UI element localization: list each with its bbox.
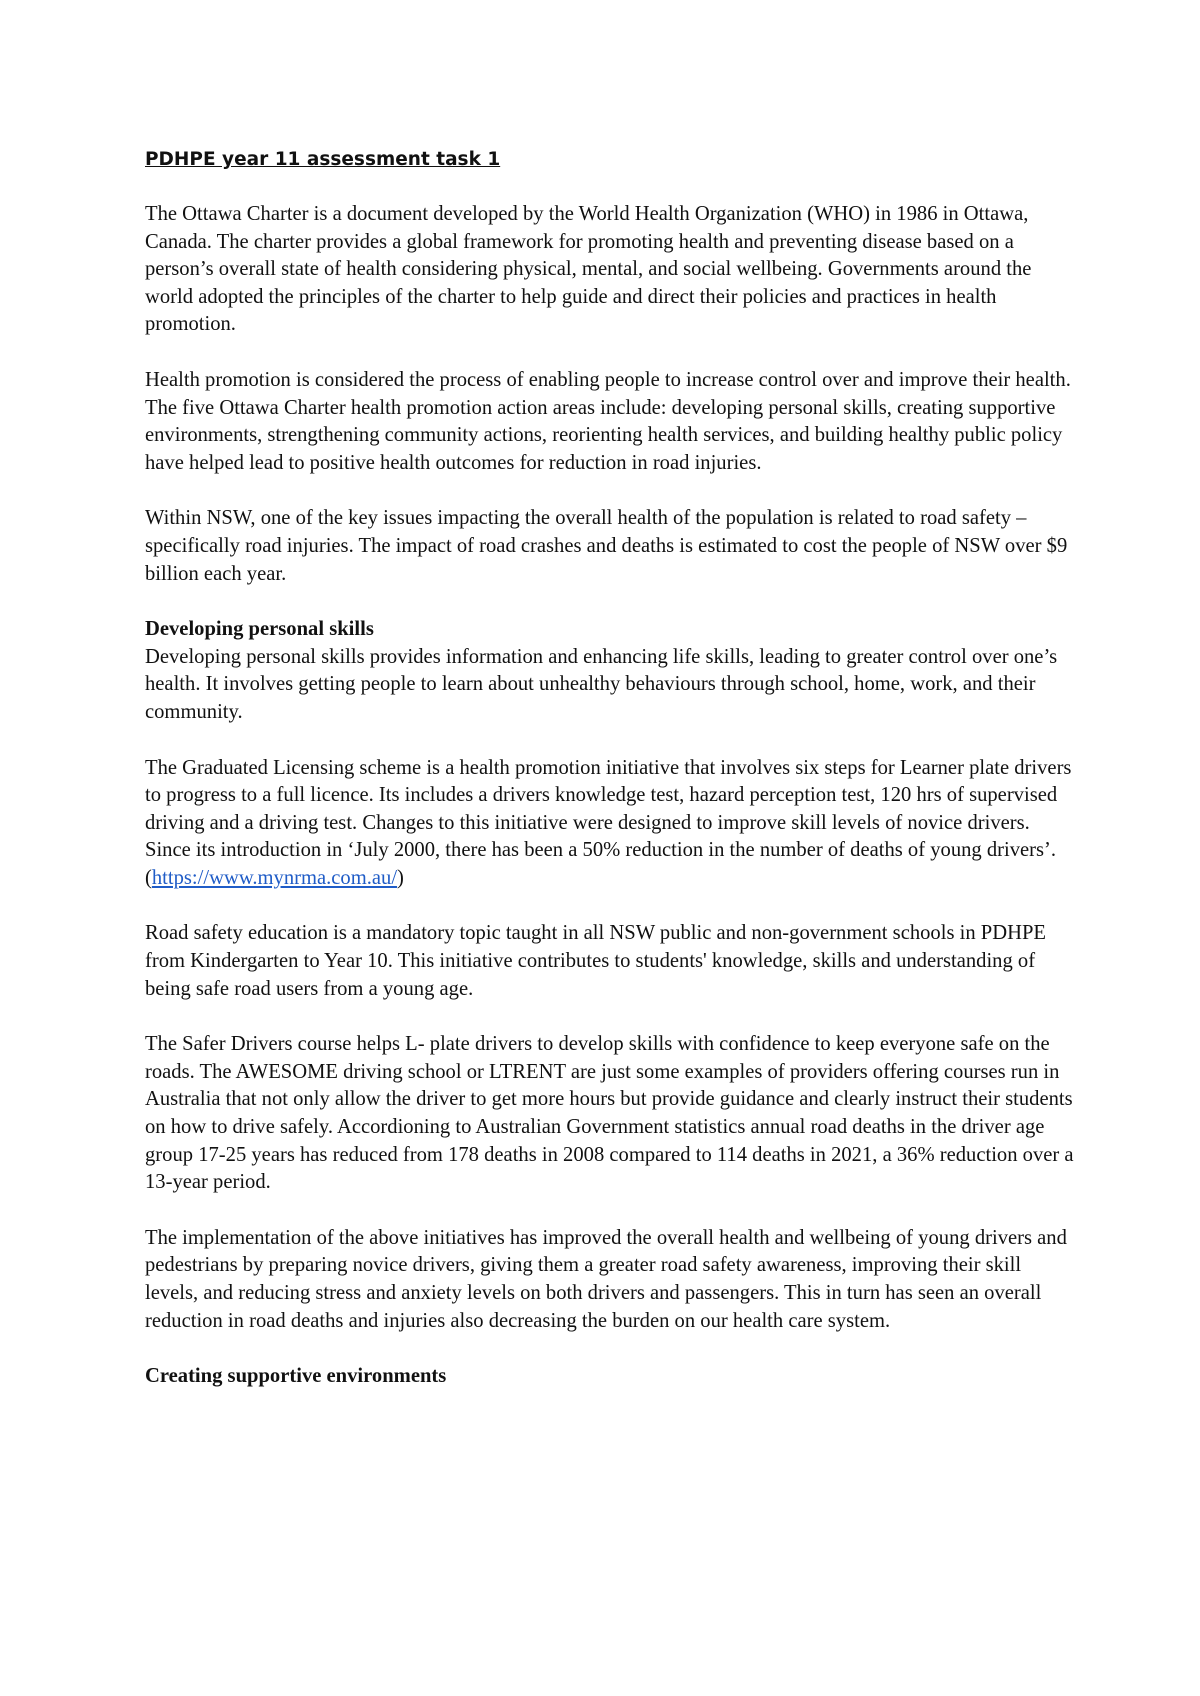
document-title: PDHPE year 11 assessment task 1 xyxy=(145,149,501,170)
section-heading-personal-skills: Developing personal skills xyxy=(145,618,374,641)
implementation-paragraph: The implementation of the above initiatives has improved the overall health and wellbeing of young drivers and pedestrians by preparing novice drivers, giving them a greater road safety awareness, improving their skill levels, and reducing stress and anxiety levels on both drivers and passengers. This in turn has seen an overall reduction in road deaths and injuries also decreasing the burden on our health care system. xyxy=(145,1226,1067,1332)
intro-paragraph-2: Health promotion is considered the process of enabling people to increase control over and improve their health. The five Ottawa Charter health promotion action areas include: developing personal skills, creating supportive environments, strengthening community actions, reorienting health services, and building healthy public policy have helped lead to positive health outcomes for reduction in road injuries. xyxy=(145,368,1071,474)
graduated-licensing-text: The Graduated Licensing scheme is a health promotion initiative that involves six steps for Learner plate drivers to progress to a full licence. Its includes a drivers knowledge test, hazard perception test, 120 hrs of supervised driving and a driving test. Changes to this initiative were designed to improve skill levels of novice drivers. Since its introduction in ‘July 2000, there has been a 50% reduction in the number of deaths of young drivers’. xyxy=(145,756,1072,862)
intro-paragraph-3: Within NSW, one of the key issues impacting the overall health of the population is related to road safety – specifically road injuries. The impact of road crashes and deaths is estimated to cost the people of NSW over $9 billion each year. xyxy=(145,507,1068,585)
document-page xyxy=(145,146,1075,1391)
safer-drivers-paragraph: The Safer Drivers course helps L- plate drivers to develop skills with confidence to keep everyone safe on the roads. The AWESOME driving school or LTRENT are just some examples of providers offering courses run in Australia that not only allow the driver to get more hours but provide guidance and clearly instruct their students on how to drive safely. Accordioning to Australian Government statistics annual road deaths in the driver age group 17-25 years has reduced from 178 deaths in 2008 compared to 114 deaths in 2021, a 36% reduction over a 13-year period. xyxy=(145,1033,1074,1194)
personal-skills-paragraph-1: Developing personal skills provides information and enhancing life skills, leading to greater control over one’s health. It involves getting people to learn about unhealthy behaviours through school, home, work, and their community. xyxy=(145,645,1058,723)
link-close-paren: ) xyxy=(397,866,404,889)
link-open-paren: ( xyxy=(145,866,152,889)
road-safety-education-paragraph: Road safety education is a mandatory topic taught in all NSW public and non-government schools in PDHPE from Kindergarten to Year 10. This initiative contributes to students' knowledge, skills and understanding of being safe road users from a young age. xyxy=(145,922,1047,1000)
intro-paragraph-1: The Ottawa Charter is a document developed by the World Health Organization (WHO) in 1986 in Ottawa, Canada. The charter provides a global framework for promoting health and preventing disease based on a person’s overall state of health considering physical, mental, and social wellbeing. Governments around the world adopted the principles of the charter to help guide and direct their policies and practices in health promotion. xyxy=(145,203,1032,336)
section-heading-supportive-environments: Creating supportive environments xyxy=(145,1365,447,1388)
graduated-licensing-paragraph xyxy=(145,755,1075,893)
nrma-link[interactable]: https://www.mynrma.com.au/ xyxy=(151,866,398,889)
